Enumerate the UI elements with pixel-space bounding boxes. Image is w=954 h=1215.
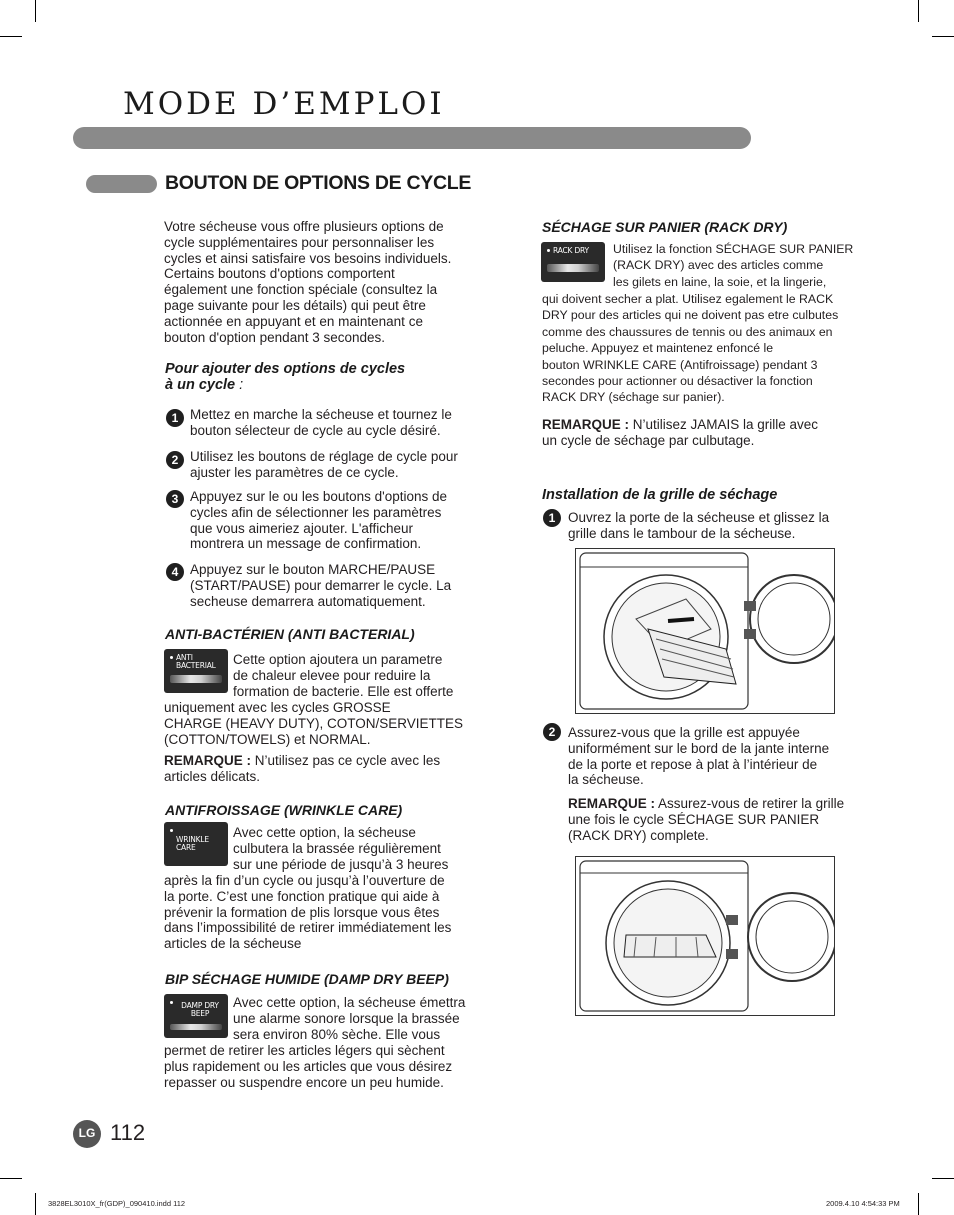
anti-bacterial-text-short: Cette option ajoutera un parametre de chaleur elevee pour reduire la formation de bacterie. Elle est offerte [233,652,454,699]
add-options-heading-line: à un cycle : [165,377,244,393]
step-number: 1 [543,509,561,527]
intro-line: page suivante pour les détails) qui peut être [164,297,426,313]
wrinkle-care-button-image [164,822,228,866]
section-pill [86,175,157,193]
step-number: 4 [166,563,184,581]
install-step-text: Ouvrez la porte de la sécheuse et glissez la grille dans le tambour de la sécheuse. [568,510,830,541]
crop-mark [932,1178,954,1179]
step-text: Utilisez les boutons de réglage de cycle pour ajuster les paramètres de ce cycle. [190,449,458,480]
install-note: REMARQUE : Assurez-vous de retirer la grille une fois le cycle SÉCHAGE SUR PANIER (RACK DRY) complete. [568,796,845,843]
anti-bacterial-button-image [164,649,228,693]
lg-logo: LG [73,1120,101,1148]
intro-line: bouton d'option pendant 3 secondes. [164,329,386,345]
wrinkle-care-heading: ANTIFROISSAGE (WRINKLE CARE) [165,802,403,818]
damp-dry-beep-text-short: Avec cette option, la sécheuse émettra une alarme sonore lorsque la brassée sera environ 80% sèche. Elle vous [233,995,466,1042]
page-number: 112 [110,1120,146,1145]
step-number: 2 [166,451,184,469]
anti-bacterial-text: uniquement avec les cycles GROSSE CHARGE (HEAVY DUTY), COTON/SERVIETTES (COTTON/TOWELS) et NORMAL. [164,700,464,747]
intro-line: Certains boutons d'options comportent [164,266,395,282]
wrinkle-care-text: après la fin d’un cycle ou jusqu’à l’ouverture de la porte. C’est une fonction pratique qui aide à prévenir la formation de plis lorsque vous êtes dans l’impossibilité de retirer immédiatement les articles de la sécheuse [164,873,452,952]
step-text: Mettez en marche la sécheuse et tournez le bouton sélecteur de cycle au cycle désiré. [190,407,452,438]
page-title: MODE D’EMPLOI [123,86,445,122]
intro-paragraph [164,219,504,345]
header-bar [73,127,751,149]
intro-line: Votre sécheuse vous offre plusieurs options de [164,219,444,234]
intro-line: également une fonction spéciale (consultez la [164,282,438,298]
print-timestamp: 2009.4.10 4:54:33 PM [826,1199,900,1208]
crop-mark [0,36,22,37]
add-options-heading [165,361,405,393]
rack-dry-heading: SÉCHAGE SUR PANIER (RACK DRY) [542,219,788,235]
crop-mark [932,36,954,37]
damp-dry-beep-button-image [164,994,228,1038]
install-step-text: Assurez-vous que la grille est appuyée uniformément sur le bord de la jante interne de la porte et repose à plat à l’intérieur de la sécheuse. [568,725,830,788]
section-title: BOUTON DE OPTIONS DE CYCLE [165,172,472,194]
anti-bacterial-note: REMARQUE : N’utilisez pas ce cycle avec les articles délicats. [164,753,441,784]
crop-mark [0,1178,22,1179]
damp-dry-beep-text: permet de retirer les articles légers qui sèchent plus rapidement ou les articles que vous désirez repasser ou suspendre encore un peu humide. [164,1043,453,1090]
intro-line: cycle supplémentaires pour personnaliser les [164,234,435,250]
rack-dry-text-short: Utilisez la fonction SÉCHAGE SUR PANIER (RACK DRY) avec des articles comme les gilets en laine, la soie, et la lingerie, [613,242,854,289]
dryer-rack-installed-illustration [575,856,835,1016]
step-number: 2 [543,723,561,741]
damp-dry-beep-heading: BIP SÉCHAGE HUMIDE (DAMP DRY BEEP) [165,971,449,987]
crop-mark [35,1193,36,1215]
rack-dry-note: REMARQUE : N’utilisez JAMAIS la grille avec un cycle de séchage par culbutage. [542,417,819,448]
add-options-heading-line: Pour ajouter des options de cycles [165,361,406,377]
step-text: Appuyez sur le ou les boutons d'options de cycles afin de sélectionner les paramètres que vous aimeriez ajouter. L'afficheur montrera un message de confirmation. [190,489,448,552]
crop-mark [918,1193,919,1215]
file-slug: 3828EL3010X_fr(GDP)_090410.indd 112 [48,1199,186,1208]
step-number: 1 [166,409,184,427]
rack-dry-text: qui doivent secher a plat. Utilisez egalement le RACK DRY pour des articles qui ne doivent pas etre culbutes comme des chaussures de tennis ou des animaux en peluche. Appuyez et maintenez enfoncé le bouton WRINKLE CARE (Antifroissage) pendant 3 secondes pour actionner ou désactiver la fonction RACK DRY (séchage sur panier). [542,292,839,405]
intro-line: cycles et ainsi satisfaire vos besoins individuels. [164,250,452,266]
crop-mark [35,0,36,22]
button-image-label: ANTI BACTERIAL [176,653,216,670]
rack-dry-button-image [541,242,605,282]
button-image-label: WRINKLE CARE [176,835,209,852]
step-number: 3 [166,490,184,508]
crop-mark [918,0,919,22]
dryer-rack-insertion-illustration [575,548,835,714]
button-image-label: RACK DRY [553,246,589,255]
wrinkle-care-text-short: Avec cette option, la sécheuse culbutera la brassée régulièrement sur une période de jusqu’à 3 heures [233,825,449,872]
intro-line: actionnée en appuyant et en maintenant ce [164,313,423,329]
button-image-label: DAMP DRY BEEP [181,1001,219,1018]
anti-bacterial-heading: ANTI-BACTÉRIEN (ANTI BACTERIAL) [165,626,415,642]
step-text: Appuyez sur le bouton MARCHE/PAUSE (START/PAUSE) pour demarrer le cycle. La secheuse demarrera automatiquement. [190,562,452,609]
install-heading: Installation de la grille de séchage [542,487,778,503]
